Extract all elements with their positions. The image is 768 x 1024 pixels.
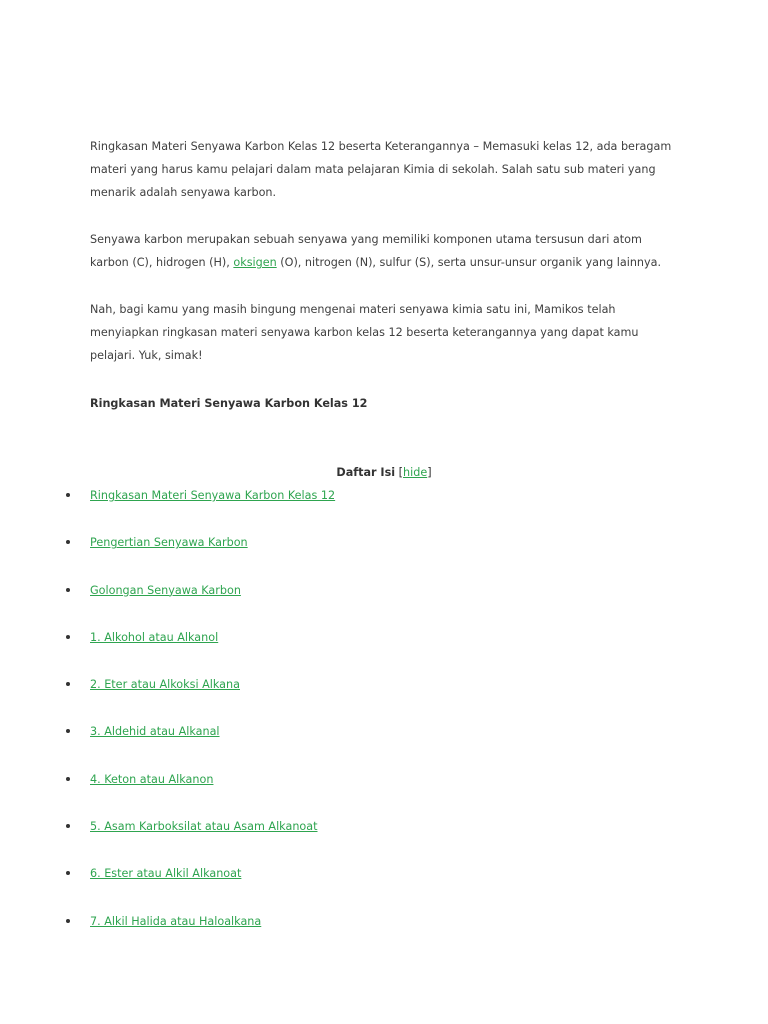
- toc-item: [0, 673, 768, 720]
- toc-link[interactable]: 2. Eter atau Alkoksi Alkana: [90, 678, 240, 692]
- section-heading: Ringkasan Materi Senyawa Karbon Kelas 12: [90, 397, 368, 410]
- toc-link[interactable]: 6. Ester atau Alkil Alkanoat: [90, 867, 242, 881]
- toc-title: Daftar Isi: [336, 466, 396, 479]
- toc-header: [0, 461, 768, 484]
- toc-link[interactable]: Ringkasan Materi Senyawa Karbon Kelas 12: [90, 489, 336, 502]
- bullet-icon: [66, 871, 70, 875]
- toc-link[interactable]: 1. Alkohol atau Alkanol: [90, 630, 219, 644]
- bullet-icon: [66, 635, 70, 639]
- toc-item: [0, 579, 768, 626]
- bullet-icon: [66, 777, 70, 781]
- toc-link[interactable]: 5. Asam Karboksilat atau Asam Alkanoat: [90, 820, 318, 834]
- toc-item: [0, 815, 768, 862]
- bullet-icon: [66, 729, 70, 733]
- toc-item: [0, 720, 768, 767]
- bullet-icon: [66, 682, 70, 686]
- toc-item: [0, 768, 768, 815]
- toc-bracket-close: ]: [427, 466, 432, 479]
- toc-link[interactable]: 3. Aldehid atau Alkanal: [90, 725, 220, 739]
- bullet-icon: [66, 919, 70, 923]
- toc-item: [0, 484, 768, 531]
- toc-bracket-open: [: [395, 466, 404, 479]
- definition-text-after: (O), nitrogen (N), sulfur (S), serta unsur-unsur organik yang lainnya.: [276, 256, 662, 269]
- definition-paragraph: [90, 228, 680, 274]
- toc-item: [0, 862, 768, 909]
- bullet-icon: [66, 588, 70, 592]
- toc-item: [0, 531, 768, 578]
- bullet-icon: [66, 824, 70, 828]
- toc-link[interactable]: Pengertian Senyawa Karbon: [90, 536, 248, 550]
- toc-item: [0, 910, 768, 957]
- toc-list: [0, 484, 768, 957]
- definition-text-before: Senyawa karbon merupakan sebuah senyawa yang memiliki komponen utama tersusun dari atom karbon (C), hidrogen (H),: [90, 233, 642, 269]
- toc-link[interactable]: 7. Alkil Halida atau Haloalkana: [90, 914, 262, 928]
- toc-item: [0, 626, 768, 673]
- toc-link[interactable]: Golongan Senyawa Karbon: [90, 583, 241, 597]
- preface-paragraph: Nah, bagi kamu yang masih bingung mengenai materi senyawa kimia satu ini, Mamikos telah menyiapkan ringkasan materi senyawa karbon kelas 12 beserta keterangannya yang dapat kamu pelajari. Yuk, simak!: [90, 303, 639, 362]
- oksigen-link[interactable]: oksigen: [233, 256, 277, 269]
- intro-paragraph: Ringkasan Materi Senyawa Karbon Kelas 12 beserta Keterangannya – Memasuki kelas 12, ada beragam materi yang harus kamu pelajari dalam mata pelajaran Kimia di sekolah. Salah satu sub materi yang menarik adalah senyawa karbon.: [90, 140, 672, 199]
- toc-link[interactable]: 4. Keton atau Alkanon: [90, 772, 214, 786]
- toc-hide-link[interactable]: hide: [403, 466, 428, 479]
- bullet-icon: [66, 493, 70, 497]
- bullet-icon: [66, 540, 70, 544]
